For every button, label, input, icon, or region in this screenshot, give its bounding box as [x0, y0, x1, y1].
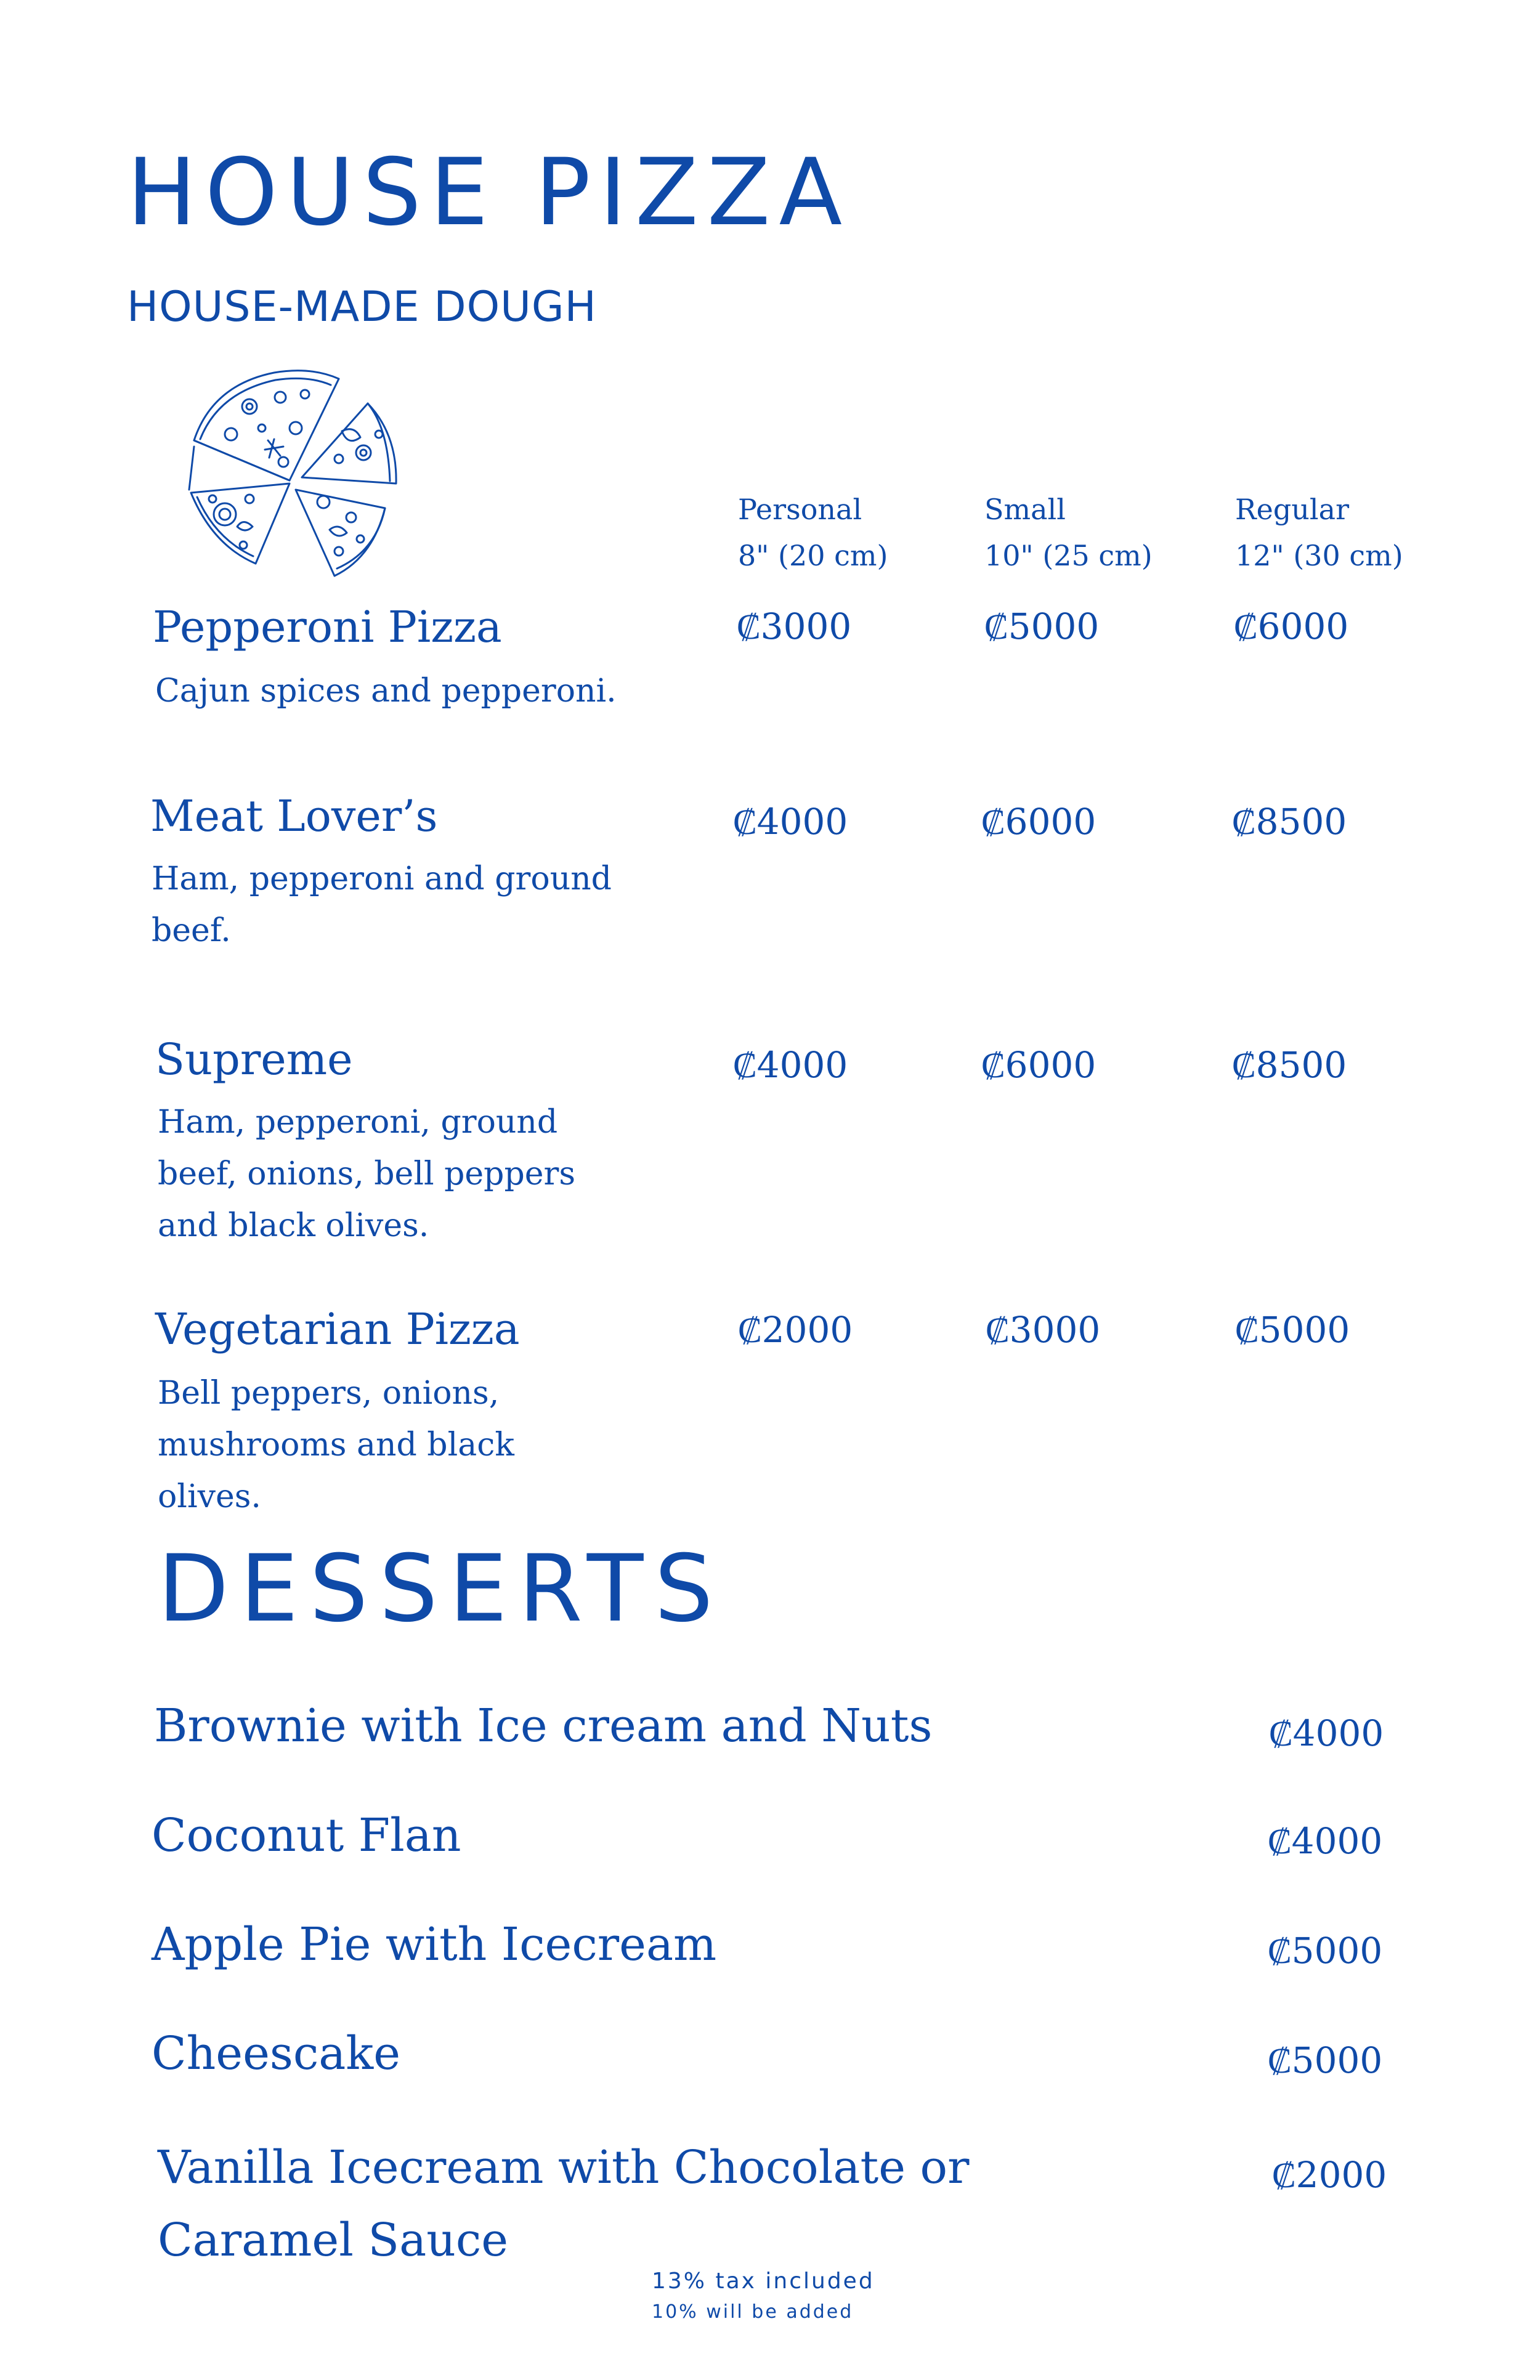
- pizza-description: Bell peppers, onions, mushrooms and black olives.: [158, 1375, 514, 1515]
- dessert-name: Apple Pie with Icecream: [152, 1918, 717, 1971]
- page-title: HOUSE PIZZA: [127, 139, 851, 246]
- pizza-price-regular: ₡8500: [1232, 801, 1347, 843]
- pizza-description: Ham, pepperoni and ground beef.: [152, 860, 612, 949]
- pizza-price-regular: ₡8500: [1232, 1044, 1347, 1086]
- dessert-name: Brownie with Ice cream and Nuts: [154, 1699, 933, 1752]
- pizza-price-personal: ₡3000: [737, 605, 852, 647]
- page-subtitle: HOUSE-MADE DOUGH: [127, 283, 597, 331]
- dessert-price: ₡5000: [1268, 2039, 1383, 2081]
- dessert-price: ₡4000: [1268, 1820, 1383, 1862]
- pizza-name: Pepperoni Pizza: [153, 602, 502, 652]
- tax-note-added: 10% will be added: [652, 2301, 854, 2323]
- size-column-dimension: 8" (20 cm): [738, 539, 888, 572]
- tax-note-included: 13% tax included: [652, 2269, 875, 2294]
- size-column-dimension: 12" (30 cm): [1235, 539, 1403, 572]
- pizza-description: Cajun spices and pepperoni.: [155, 673, 617, 710]
- pizza-price-small: ₡6000: [981, 801, 1096, 843]
- pizza-price-regular: ₡6000: [1234, 605, 1349, 647]
- desserts-title: DESSERTS: [158, 1536, 724, 1643]
- size-column-regular: [1235, 487, 1403, 579]
- size-column-name: Small: [984, 493, 1066, 526]
- pizza-price-small: ₡3000: [986, 1309, 1101, 1351]
- dessert-price: ₡4000: [1269, 1712, 1384, 1754]
- pizza-price-personal: ₡4000: [733, 801, 848, 843]
- pizza-slices-icon: [176, 360, 422, 585]
- pizza-name: Meat Lover’s: [150, 791, 438, 841]
- dessert-name: Cheescake: [152, 2027, 401, 2080]
- pizza-name: Vegetarian Pizza: [155, 1304, 520, 1354]
- dessert-name: Vanilla Icecream with Chocolate or Caramel Sauce: [158, 2141, 970, 2267]
- pizza-price-regular: ₡5000: [1235, 1309, 1350, 1351]
- size-column-personal: [738, 487, 888, 579]
- pizza-price-personal: ₡2000: [738, 1309, 853, 1351]
- dessert-name: Coconut Flan: [152, 1809, 461, 1862]
- dessert-price: ₡2000: [1272, 2154, 1387, 2196]
- pizza-name: Supreme: [155, 1034, 353, 1085]
- pizza-price-small: ₡5000: [984, 605, 1100, 647]
- pizza-price-small: ₡6000: [981, 1044, 1096, 1086]
- pizza-description: Ham, pepperoni, ground beef, onions, bell peppers and black olives.: [158, 1104, 576, 1244]
- size-column-name: Regular: [1235, 493, 1350, 526]
- pizza-price-personal: ₡4000: [733, 1044, 848, 1086]
- size-column-name: Personal: [738, 493, 862, 526]
- size-column-small: [984, 487, 1153, 579]
- dessert-price: ₡5000: [1268, 1930, 1383, 1972]
- size-column-dimension: 10" (25 cm): [984, 539, 1153, 572]
